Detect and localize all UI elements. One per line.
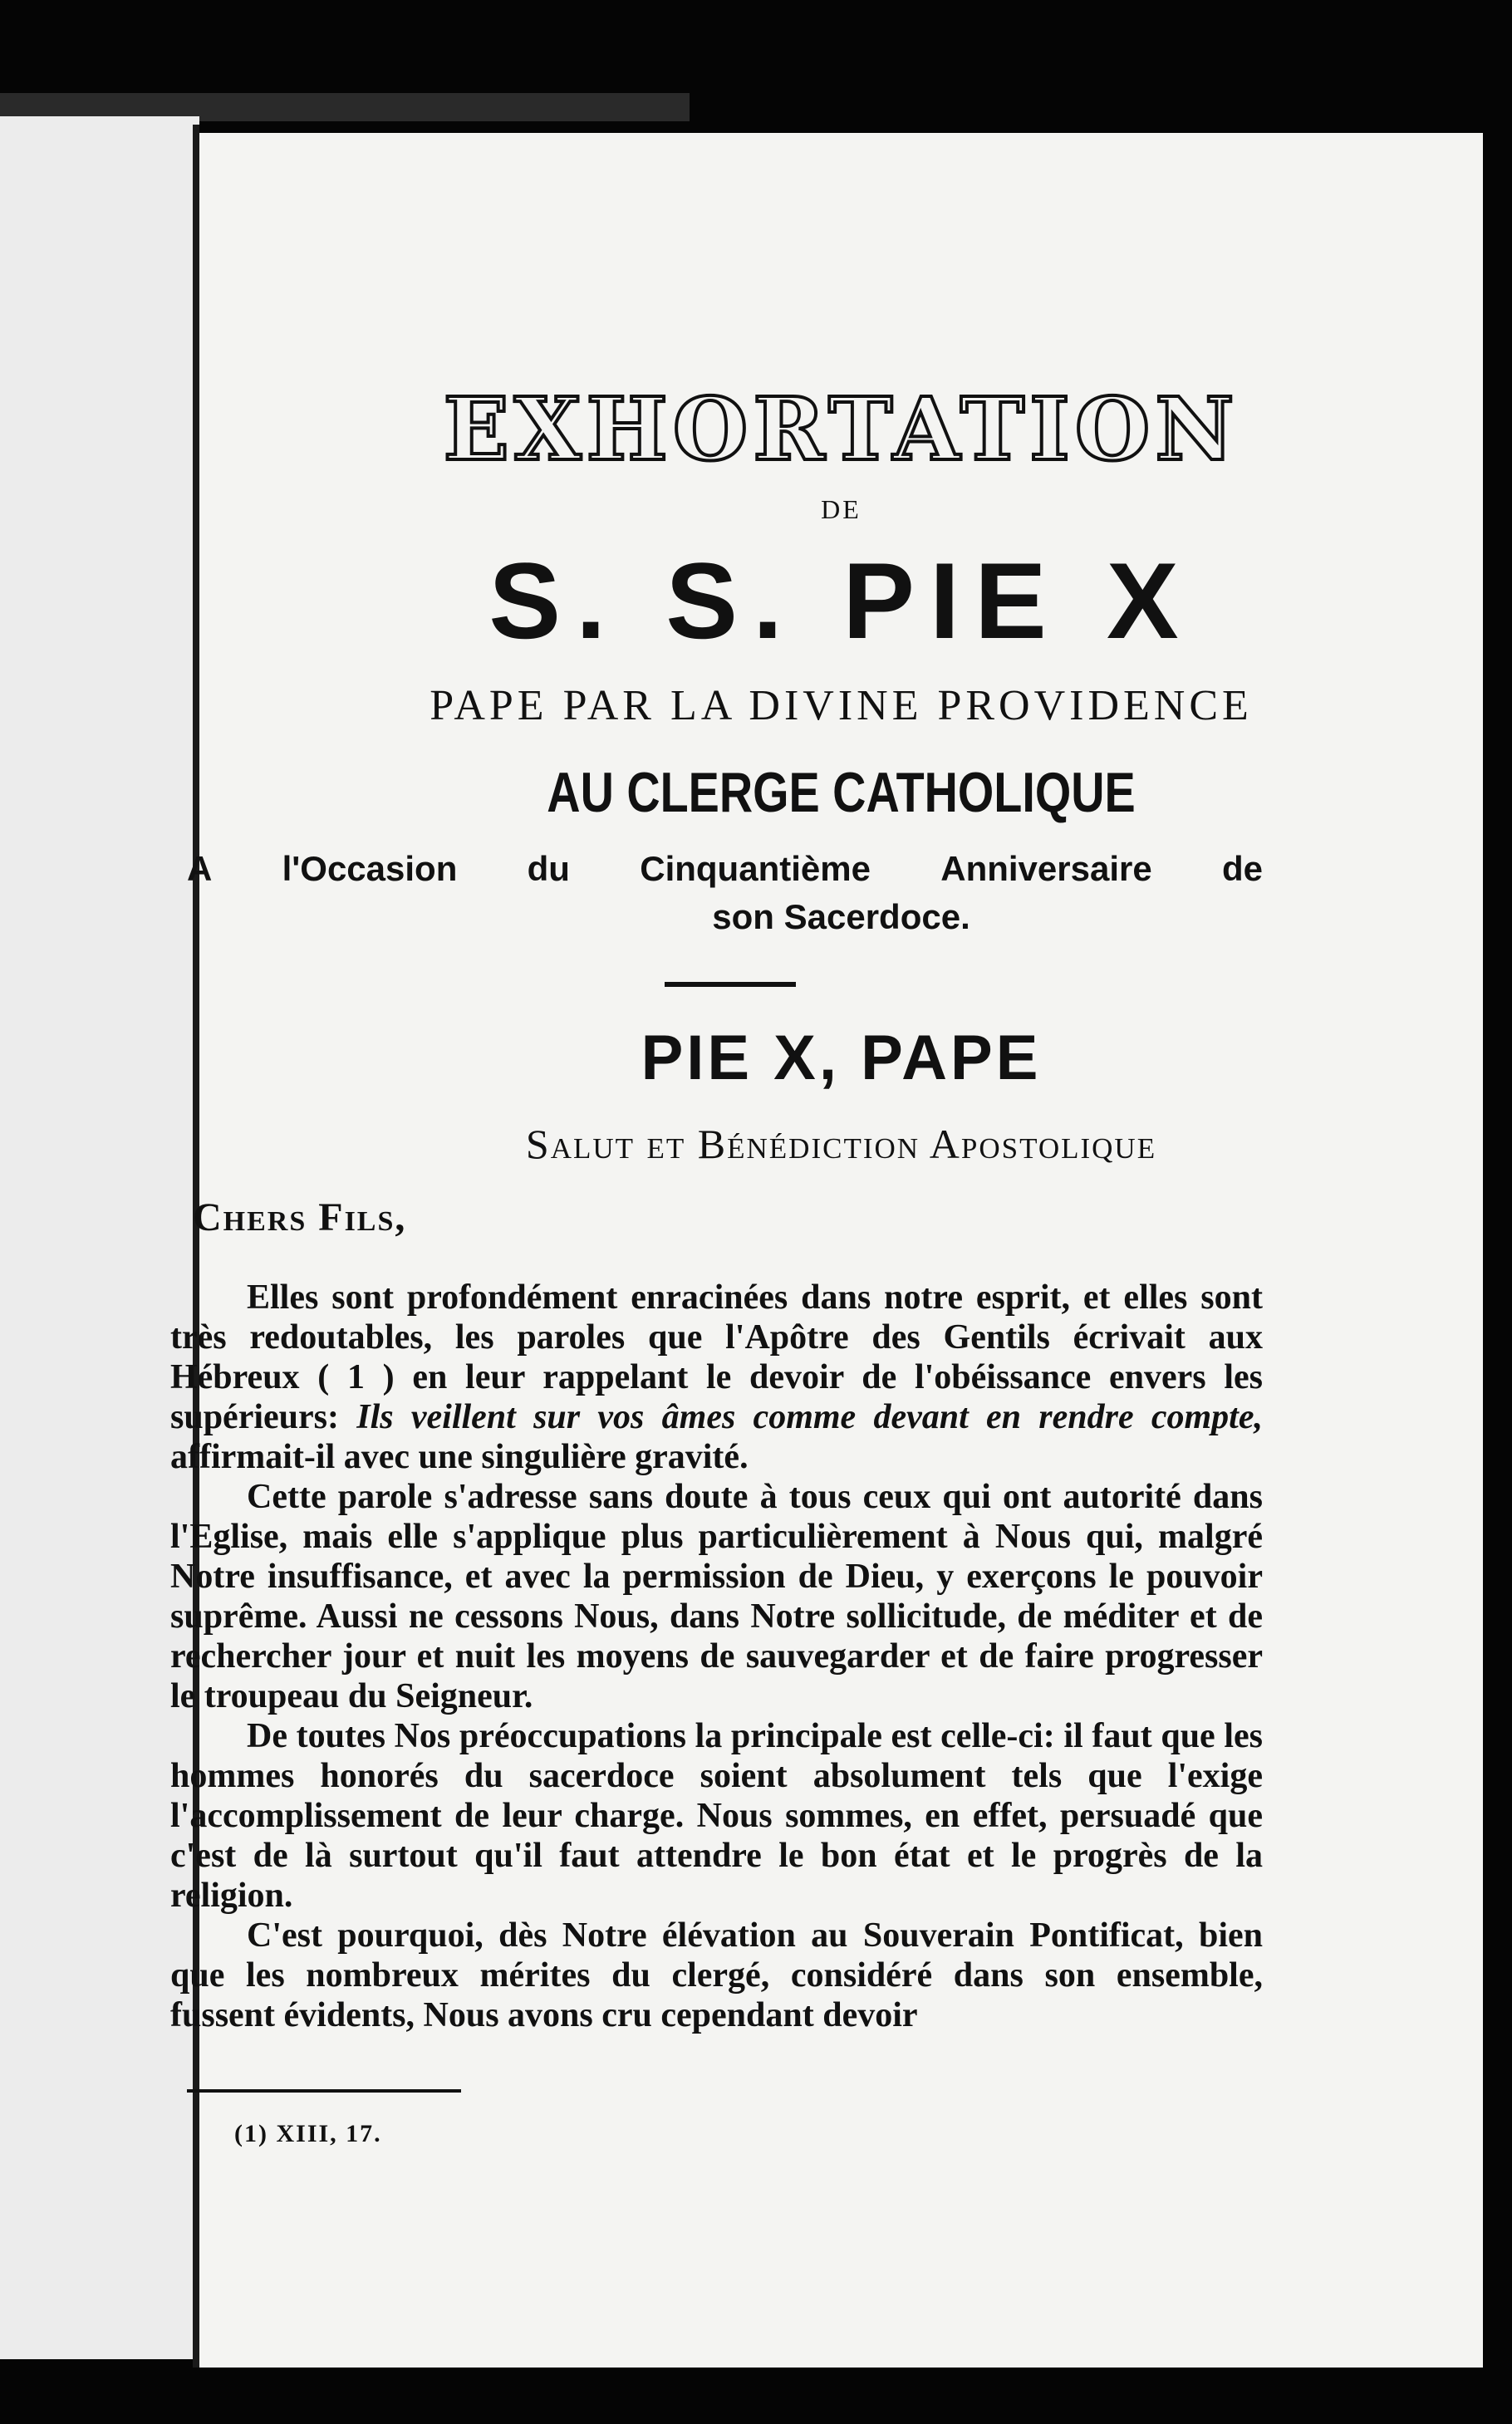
paragraph-text: affirmait-il avec une singulière gravité. [170,1438,749,1476]
paragraph: Cette parole s'adresse sans doute à tous ceux qui ont autorité dans l'Eglise, mais elle s'applique plus particulièrement à Nous qui, malgré Notre insuffisance, et avec la permission de Dieu, y exerçons le pouvoir suprême. Aussi ne cessons Nous, dans Notre sollicitude, de méditer et de rechercher jour et nuit les moyens de sauvegarder et de faire progresser le troupeau du Seigneur. [170,1478,1263,1715]
signature-heading: PIE X, PAPE [641,1023,1042,1093]
occasion-word: l'Occasion [282,849,458,888]
apostolic-greeting: Salut et Bénédiction Apostolique [525,1121,1157,1167]
pope-subtitle: PAPE PAR LA DIVINE PROVIDENCE [430,682,1253,729]
paragraph [170,1278,1263,1477]
addressee-heading: AU CLERGE CATHOLIQUE [547,761,1136,824]
facing-page [0,116,199,2359]
page-content [170,133,1483,2368]
pope-name: S. S. PIE X [488,540,1194,661]
scripture-quote: Ils veillent sur vos âmes comme devant en rendre compte, [356,1398,1263,1436]
occasion-word: de [1221,849,1263,888]
footnote: (1) XIII, 17. [234,2120,382,2147]
document-title: EXHORTATION [443,378,1240,480]
occasion-line [187,849,1263,889]
occasion-word: Cinquantième [640,849,871,888]
occasion-word: A [187,849,213,888]
occasion-word: Anniversaire [940,849,1152,888]
section-divider [665,982,796,987]
title-preposition: DE [821,494,862,524]
occasion-line-2: son Sacerdoce. [712,897,970,936]
paragraph-text: Elles sont profondément enracinées dans notre esprit, et elles sont très redoutables, les paroles que l'Apôtre des Gentils écrivait aux Hébreux ( 1 ) en leur rappelant le devoir de l'obéissance envers les supérieurs: [170,1278,1263,1436]
body-text [170,1278,1263,2035]
footnote-rule [187,2089,461,2093]
occasion-word: du [527,849,570,888]
paragraph: C'est pourquoi, dès Notre élévation au Souverain Pontificat, bien que les nombreux mérites du clergé, considéré dans son ensemble, fussent évidents, Nous avons cru cependant devoir [170,1916,1263,2034]
salutation: Chers Fils, [193,1195,407,1239]
paragraph: De toutes Nos préoccupations la principale est celle-ci: il faut que les hommes honorés du sacerdoce soient absolument tels que l'exige l'accomplissement de leur charge. Nous sommes, en effet, persuadé que c'est de là surtout qu'il faut attendre le bon état et le progrès de la religion. [170,1717,1263,1915]
document-page [170,133,1483,2368]
